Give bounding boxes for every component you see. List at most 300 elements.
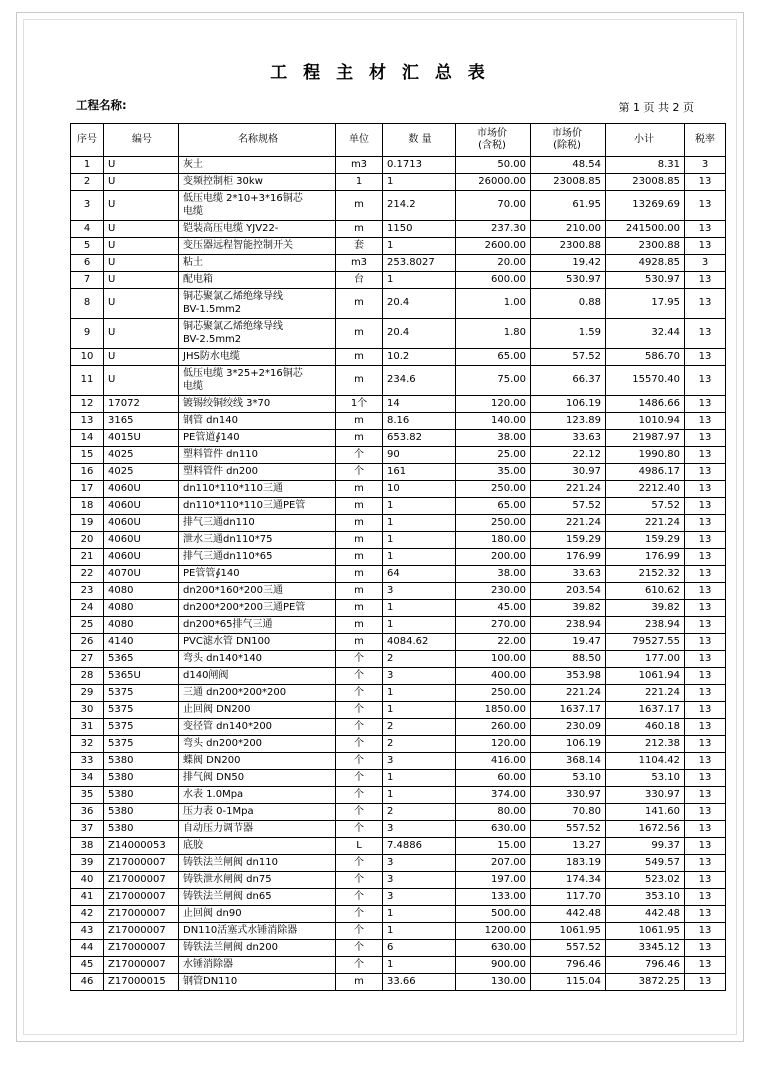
cell-subtotal: 442.48: [606, 906, 685, 923]
cell-name-line1: 压力表 0-1Mpa: [183, 805, 254, 817]
cell-code: 5375: [104, 685, 179, 702]
cell-name-line2: BV-1.5mm2: [183, 303, 242, 315]
cell-price-without-tax: 66.37: [531, 366, 606, 396]
cell-index: 19: [71, 515, 104, 532]
cell-code: U: [104, 191, 179, 221]
cell-name: [179, 770, 336, 787]
cell-quantity: 4084.62: [383, 634, 456, 651]
cell-tax-rate: 13: [685, 221, 726, 238]
cell-price-without-tax: 117.70: [531, 889, 606, 906]
cell-subtotal: 57.52: [606, 498, 685, 515]
cell-index: 18: [71, 498, 104, 515]
cell-code: 4080: [104, 583, 179, 600]
cell-name-line1: dn110*110*110三通: [183, 482, 283, 494]
header-subtotal: 小计: [606, 124, 685, 157]
table-row: [71, 481, 726, 498]
cell-code: U: [104, 221, 179, 238]
subheader: [24, 97, 736, 119]
table-row: [71, 549, 726, 566]
cell-quantity: 2: [383, 651, 456, 668]
cell-name: [179, 289, 336, 319]
cell-tax-rate: 13: [685, 753, 726, 770]
cell-name: [179, 413, 336, 430]
cell-tax-rate: 13: [685, 238, 726, 255]
table-header: [71, 124, 726, 157]
cell-code: Z17000007: [104, 923, 179, 940]
cell-tax-rate: 13: [685, 821, 726, 838]
cell-unit: m: [336, 349, 383, 366]
cell-price-without-tax: 1.59: [531, 319, 606, 349]
cell-quantity: 2: [383, 804, 456, 821]
cell-subtotal: 241500.00: [606, 221, 685, 238]
cell-quantity: 64: [383, 566, 456, 583]
cell-quantity: 1: [383, 685, 456, 702]
cell-price-without-tax: 353.98: [531, 668, 606, 685]
cell-price-with-tax: 200.00: [456, 549, 531, 566]
cell-index: 11: [71, 366, 104, 396]
cell-quantity: 10: [383, 481, 456, 498]
cell-name: [179, 191, 336, 221]
cell-price-without-tax: 70.80: [531, 804, 606, 821]
cell-code: Z17000007: [104, 872, 179, 889]
cell-tax-rate: 13: [685, 413, 726, 430]
cell-tax-rate: 3: [685, 157, 726, 174]
cell-index: 22: [71, 566, 104, 583]
header-price-without-tax-line2: (除税): [553, 140, 581, 151]
cell-name: [179, 481, 336, 498]
cell-quantity: 653.82: [383, 430, 456, 447]
cell-index: 14: [71, 430, 104, 447]
cell-subtotal: 1672.56: [606, 821, 685, 838]
cell-price-with-tax: 130.00: [456, 974, 531, 991]
cell-subtotal: 4928.85: [606, 255, 685, 272]
cell-index: 2: [71, 174, 104, 191]
cell-price-without-tax: 30.97: [531, 464, 606, 481]
cell-tax-rate: 13: [685, 770, 726, 787]
cell-price-with-tax: 15.00: [456, 838, 531, 855]
cell-quantity: 1: [383, 702, 456, 719]
cell-quantity: 2: [383, 719, 456, 736]
cell-tax-rate: 13: [685, 974, 726, 991]
cell-subtotal: 23008.85: [606, 174, 685, 191]
cell-subtotal: 1061.95: [606, 923, 685, 940]
cell-code: 4015U: [104, 430, 179, 447]
cell-subtotal: 530.97: [606, 272, 685, 289]
cell-index: 7: [71, 272, 104, 289]
table-row: [71, 289, 726, 319]
table-row: [71, 272, 726, 289]
cell-index: 37: [71, 821, 104, 838]
cell-name: [179, 855, 336, 872]
cell-name-line1: 铸铁泄水闸阀 dn75: [183, 873, 272, 885]
cell-index: 43: [71, 923, 104, 940]
cell-name: [179, 651, 336, 668]
cell-price-with-tax: 207.00: [456, 855, 531, 872]
cell-price-with-tax: 60.00: [456, 770, 531, 787]
cell-name: [179, 600, 336, 617]
cell-index: 32: [71, 736, 104, 753]
cell-index: 29: [71, 685, 104, 702]
cell-subtotal: 523.02: [606, 872, 685, 889]
cell-name-line1: 止回阀 DN200: [183, 703, 251, 715]
cell-price-without-tax: 57.52: [531, 349, 606, 366]
cell-quantity: 214.2: [383, 191, 456, 221]
cell-name-line1: 塑料管件 dn200: [183, 465, 258, 477]
cell-tax-rate: 13: [685, 289, 726, 319]
cell-price-with-tax: 237.30: [456, 221, 531, 238]
cell-unit: 个: [336, 787, 383, 804]
cell-code: 3165: [104, 413, 179, 430]
cell-price-without-tax: 0.88: [531, 289, 606, 319]
cell-price-without-tax: 176.99: [531, 549, 606, 566]
cell-name: [179, 872, 336, 889]
cell-index: 34: [71, 770, 104, 787]
cell-price-without-tax: 61.95: [531, 191, 606, 221]
cell-price-without-tax: 796.46: [531, 957, 606, 974]
cell-code: 4060U: [104, 498, 179, 515]
table-row: [71, 366, 726, 396]
cell-tax-rate: 13: [685, 634, 726, 651]
cell-price-without-tax: 183.19: [531, 855, 606, 872]
cell-price-with-tax: 180.00: [456, 532, 531, 549]
cell-tax-rate: 13: [685, 736, 726, 753]
cell-name-line1: 变频控制柜 30kw: [183, 175, 263, 187]
cell-subtotal: 1486.66: [606, 396, 685, 413]
cell-name-line1: 铜芯聚氯乙烯绝缘导线: [183, 321, 283, 332]
cell-code: 5375: [104, 719, 179, 736]
cell-price-with-tax: 250.00: [456, 481, 531, 498]
cell-code: 4025: [104, 464, 179, 481]
cell-code: U: [104, 272, 179, 289]
cell-name-line1: 弯头 dn200*200: [183, 737, 263, 749]
cell-quantity: 1: [383, 498, 456, 515]
cell-name-line1: 灰土: [183, 158, 203, 170]
table-row: [71, 600, 726, 617]
header-price-with-tax-line2: (含税): [478, 140, 506, 151]
table-row: [71, 515, 726, 532]
cell-price-with-tax: 600.00: [456, 272, 531, 289]
cell-code: Z17000007: [104, 940, 179, 957]
cell-tax-rate: 13: [685, 272, 726, 289]
cell-price-with-tax: 260.00: [456, 719, 531, 736]
cell-quantity: 2: [383, 736, 456, 753]
cell-name: [179, 787, 336, 804]
cell-tax-rate: 13: [685, 702, 726, 719]
cell-unit: m: [336, 481, 383, 498]
cell-quantity: 1: [383, 600, 456, 617]
table-row: [71, 685, 726, 702]
cell-name-line1: d140闸阀: [183, 669, 229, 681]
cell-name: [179, 447, 336, 464]
cell-quantity: 3: [383, 872, 456, 889]
table-row: [71, 957, 726, 974]
cell-price-with-tax: 65.00: [456, 498, 531, 515]
cell-tax-rate: 13: [685, 515, 726, 532]
cell-name-line1: dn200*160*200三通: [183, 584, 283, 596]
cell-price-with-tax: 1200.00: [456, 923, 531, 940]
table-row: [71, 855, 726, 872]
cell-subtotal: 8.31: [606, 157, 685, 174]
cell-code: 4060U: [104, 481, 179, 498]
cell-index: 13: [71, 413, 104, 430]
table-row: [71, 753, 726, 770]
cell-code: U: [104, 349, 179, 366]
cell-code: Z17000015: [104, 974, 179, 991]
cell-price-with-tax: 22.00: [456, 634, 531, 651]
cell-price-without-tax: 48.54: [531, 157, 606, 174]
cell-code: 5365: [104, 651, 179, 668]
cell-name-line1: 铠装高压电缆 YJV22-: [183, 222, 279, 234]
cell-quantity: 1: [383, 787, 456, 804]
cell-subtotal: 1061.94: [606, 668, 685, 685]
cell-code: 4060U: [104, 515, 179, 532]
cell-index: 8: [71, 289, 104, 319]
cell-unit: m: [336, 634, 383, 651]
cell-quantity: 0.1713: [383, 157, 456, 174]
cell-name: [179, 430, 336, 447]
cell-price-with-tax: 80.00: [456, 804, 531, 821]
cell-name: [179, 736, 336, 753]
cell-unit: m: [336, 430, 383, 447]
cell-quantity: 8.16: [383, 413, 456, 430]
cell-name-line1: 铸铁法兰闸阀 dn200: [183, 941, 278, 953]
cell-code: 5380: [104, 770, 179, 787]
cell-name: [179, 889, 336, 906]
cell-name-line2: 电缆: [183, 205, 203, 217]
cell-price-with-tax: 374.00: [456, 787, 531, 804]
table-row: [71, 940, 726, 957]
cell-tax-rate: 13: [685, 366, 726, 396]
cell-unit: 个: [336, 923, 383, 940]
cell-name-line1: 配电箱: [183, 273, 213, 285]
cell-name-line1: 水表 1.0Mpa: [183, 788, 244, 800]
cell-unit: 个: [336, 753, 383, 770]
cell-name: [179, 804, 336, 821]
cell-unit: m: [336, 974, 383, 991]
cell-unit: m: [336, 191, 383, 221]
table-row: [71, 719, 726, 736]
cell-subtotal: 1104.42: [606, 753, 685, 770]
cell-code: 4080: [104, 617, 179, 634]
cell-index: 30: [71, 702, 104, 719]
cell-index: 23: [71, 583, 104, 600]
cell-tax-rate: 13: [685, 549, 726, 566]
page-title: 工 程 主 材 汇 总 表: [270, 63, 490, 83]
cell-name-line1: 镀锡绞铜绞线 3*70: [183, 397, 271, 409]
cell-tax-rate: 13: [685, 396, 726, 413]
cell-subtotal: 17.95: [606, 289, 685, 319]
cell-quantity: 14: [383, 396, 456, 413]
cell-subtotal: 176.99: [606, 549, 685, 566]
cell-price-with-tax: 65.00: [456, 349, 531, 366]
cell-price-without-tax: 88.50: [531, 651, 606, 668]
cell-unit: m: [336, 319, 383, 349]
table-row: [71, 464, 726, 481]
cell-index: 10: [71, 349, 104, 366]
cell-price-with-tax: 120.00: [456, 736, 531, 753]
cell-unit: 个: [336, 770, 383, 787]
header-quantity: 数 量: [383, 124, 456, 157]
cell-tax-rate: 13: [685, 464, 726, 481]
cell-name: [179, 957, 336, 974]
cell-price-without-tax: 230.09: [531, 719, 606, 736]
cell-subtotal: 32.44: [606, 319, 685, 349]
table-row: [71, 174, 726, 191]
cell-subtotal: 2212.40: [606, 481, 685, 498]
cell-quantity: 10.2: [383, 349, 456, 366]
cell-name: [179, 702, 336, 719]
cell-price-with-tax: 133.00: [456, 889, 531, 906]
cell-name: [179, 634, 336, 651]
header-price-without-tax: [531, 124, 606, 157]
cell-quantity: 1: [383, 549, 456, 566]
cell-tax-rate: 13: [685, 430, 726, 447]
cell-name-line2: BV-2.5mm2: [183, 333, 242, 345]
cell-unit: m3: [336, 255, 383, 272]
cell-tax-rate: 13: [685, 906, 726, 923]
cell-quantity: 20.4: [383, 289, 456, 319]
cell-name-line1: 钢管 dn140: [183, 414, 238, 426]
cell-unit: 个: [336, 889, 383, 906]
cell-name-line1: DN110活塞式水锤消除器: [183, 924, 298, 936]
cell-unit: m: [336, 583, 383, 600]
cell-unit: L: [336, 838, 383, 855]
cell-name-line1: 三通 dn200*200*200: [183, 686, 287, 698]
cell-name: [179, 617, 336, 634]
cell-name: [179, 515, 336, 532]
cell-code: Z17000007: [104, 957, 179, 974]
cell-quantity: 1: [383, 906, 456, 923]
cell-code: U: [104, 255, 179, 272]
cell-code: 4080: [104, 600, 179, 617]
cell-quantity: 1: [383, 923, 456, 940]
table-row: [71, 617, 726, 634]
cell-code: U: [104, 366, 179, 396]
cell-subtotal: 159.29: [606, 532, 685, 549]
cell-name: [179, 464, 336, 481]
header-code: 编号: [104, 124, 179, 157]
cell-quantity: 1: [383, 532, 456, 549]
cell-price-with-tax: 1850.00: [456, 702, 531, 719]
cell-code: 4060U: [104, 532, 179, 549]
cell-price-without-tax: 221.24: [531, 685, 606, 702]
cell-index: 21: [71, 549, 104, 566]
cell-name: [179, 532, 336, 549]
table-row: [71, 566, 726, 583]
cell-name: [179, 221, 336, 238]
cell-price-with-tax: 50.00: [456, 157, 531, 174]
cell-price-without-tax: 368.14: [531, 753, 606, 770]
cell-price-without-tax: 23008.85: [531, 174, 606, 191]
cell-price-without-tax: 106.19: [531, 736, 606, 753]
table-body: [71, 157, 726, 991]
cell-price-without-tax: 1637.17: [531, 702, 606, 719]
cell-code: U: [104, 289, 179, 319]
cell-subtotal: 353.10: [606, 889, 685, 906]
cell-index: 39: [71, 855, 104, 872]
cell-price-with-tax: 120.00: [456, 396, 531, 413]
cell-price-without-tax: 19.42: [531, 255, 606, 272]
cell-index: 20: [71, 532, 104, 549]
cell-name-line1: 低压电缆 3*25+2*16铜芯: [183, 368, 303, 379]
cell-subtotal: 21987.97: [606, 430, 685, 447]
table-row: [71, 668, 726, 685]
cell-price-with-tax: 75.00: [456, 366, 531, 396]
cell-index: 41: [71, 889, 104, 906]
cell-index: 36: [71, 804, 104, 821]
cell-price-with-tax: 25.00: [456, 447, 531, 464]
cell-subtotal: 13269.69: [606, 191, 685, 221]
page-number-info: 第 1 页 共 2 页: [618, 101, 694, 114]
cell-quantity: 3: [383, 668, 456, 685]
cell-price-without-tax: 159.29: [531, 532, 606, 549]
cell-price-with-tax: 630.00: [456, 940, 531, 957]
cell-price-without-tax: 1061.95: [531, 923, 606, 940]
cell-code: 4140: [104, 634, 179, 651]
cell-unit: 个: [336, 651, 383, 668]
cell-unit: m: [336, 413, 383, 430]
cell-name: [179, 238, 336, 255]
cell-price-without-tax: 557.52: [531, 821, 606, 838]
paper-sheet: [16, 12, 744, 1042]
cell-price-without-tax: 442.48: [531, 906, 606, 923]
cell-name-line1: dn110*110*110三通PE管: [183, 499, 306, 511]
cell-unit: 个: [336, 702, 383, 719]
cell-unit: m: [336, 221, 383, 238]
cell-subtotal: 141.60: [606, 804, 685, 821]
cell-quantity: 3: [383, 583, 456, 600]
cell-price-with-tax: 26000.00: [456, 174, 531, 191]
cell-code: 5380: [104, 787, 179, 804]
cell-index: 1: [71, 157, 104, 174]
cell-code: 5380: [104, 804, 179, 821]
cell-index: 35: [71, 787, 104, 804]
cell-unit: m3: [336, 157, 383, 174]
cell-unit: m: [336, 515, 383, 532]
cell-price-with-tax: 270.00: [456, 617, 531, 634]
table-row: [71, 974, 726, 991]
cell-tax-rate: 13: [685, 719, 726, 736]
table-row: [71, 447, 726, 464]
cell-code: 4025: [104, 447, 179, 464]
cell-code: 5380: [104, 821, 179, 838]
cell-name-line1: 塑料管件 dn110: [183, 448, 258, 460]
cell-price-without-tax: 19.47: [531, 634, 606, 651]
cell-unit: m: [336, 498, 383, 515]
cell-unit: 套: [336, 238, 383, 255]
cell-unit: m: [336, 617, 383, 634]
table-row: [71, 413, 726, 430]
cell-subtotal: 3345.12: [606, 940, 685, 957]
cell-price-with-tax: 38.00: [456, 430, 531, 447]
cell-quantity: 3: [383, 889, 456, 906]
cell-tax-rate: 13: [685, 651, 726, 668]
table-row: [71, 634, 726, 651]
cell-name-line1: 变径管 dn140*200: [183, 720, 273, 732]
cell-code: 4070U: [104, 566, 179, 583]
cell-subtotal: 1010.94: [606, 413, 685, 430]
cell-unit: 1: [336, 174, 383, 191]
cell-name: [179, 923, 336, 940]
cell-price-without-tax: 33.63: [531, 430, 606, 447]
cell-subtotal: 212.38: [606, 736, 685, 753]
cell-unit: 个: [336, 872, 383, 889]
cell-quantity: 20.4: [383, 319, 456, 349]
cell-price-with-tax: 630.00: [456, 821, 531, 838]
cell-code: U: [104, 157, 179, 174]
cell-price-with-tax: 416.00: [456, 753, 531, 770]
cell-name: [179, 549, 336, 566]
